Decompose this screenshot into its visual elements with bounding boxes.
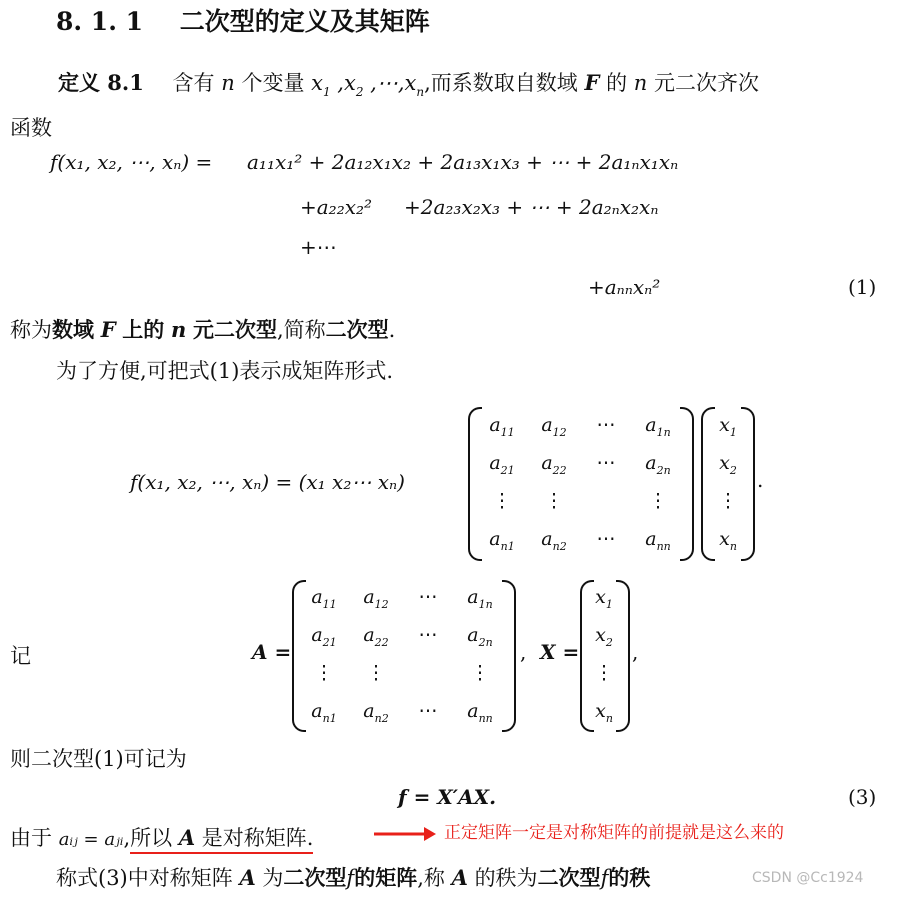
entry-xn: $x_n$: [595, 700, 613, 725]
entry-hdots: ⋯: [418, 700, 438, 722]
entry-hdots: ⋯: [596, 414, 616, 436]
text: 所以: [130, 826, 173, 850]
entry-a2n: $a_{2n}$: [645, 452, 671, 477]
definition-label: 定义 8.1: [58, 70, 144, 95]
entry-a22: $a_{22}$: [363, 624, 389, 649]
text: ,称: [417, 866, 445, 890]
text: 的秩为: [474, 866, 538, 890]
entry-vdots: ⋮: [648, 490, 668, 512]
eq4-number: (3): [848, 785, 877, 809]
entry-vdots: ⋮: [314, 662, 334, 684]
var-f: f: [346, 866, 355, 890]
text: ,: [123, 826, 131, 850]
entry-x2: $x_2$: [719, 452, 737, 477]
eq1-row2a: +a₂₂x₂²: [300, 195, 373, 219]
entry-ann: $a_{nn}$: [467, 700, 493, 725]
annotation-arrow-icon: [372, 823, 438, 845]
term-matrix: 的矩阵: [354, 865, 418, 890]
entry-a1n: $a_{1n}$: [645, 414, 671, 439]
term-quadratic-form: 二次型: [283, 865, 347, 890]
definition-continued: 函数: [10, 116, 52, 140]
watermark: CSDN @Cc1924: [752, 870, 864, 886]
entry-vdots: ⋮: [718, 490, 738, 512]
entry-ann: $a_{nn}$: [645, 528, 671, 553]
paragraph-rank: [56, 862, 650, 892]
denote-label: 记: [10, 644, 31, 668]
text: 上的: [122, 317, 165, 342]
entry-vdots: ⋮: [492, 490, 512, 512]
eq4-matrix-form: f = X′AX.: [398, 785, 497, 809]
section-title: 二次型的定义及其矩阵: [179, 7, 430, 36]
term-n-ary-form: 元二次型: [192, 317, 277, 342]
matrix-A: A: [178, 825, 196, 850]
eq3-trailing-comma: ,: [632, 640, 639, 664]
definition-text: 个变量: [241, 71, 305, 95]
matrix-A: A: [451, 865, 468, 890]
entry-a2n: $a_{2n}$: [467, 624, 493, 649]
eq1-row4: +aₙₙxₙ²: [588, 275, 661, 299]
eq2-period: .: [757, 468, 764, 492]
section-number: 8. 1. 1: [56, 7, 143, 36]
matrix-A: A: [239, 865, 256, 890]
eq2-coefficient-matrix: [476, 406, 684, 558]
entry-hdots: ⋯: [596, 528, 616, 550]
entry-an1: $a_{n1}$: [311, 700, 337, 725]
annotation-text: 正定矩阵一定是对称矩阵的前提就是这么来的: [444, 823, 784, 843]
entry-a11: $a_{11}$: [311, 586, 337, 611]
text: 称式(3)中对称矩阵: [56, 866, 233, 890]
eq1-row2b: +2a₂₃x₂x₃ + ⋯ + 2a₂ₙx₂xₙ: [404, 195, 659, 219]
symmetry-condition: aᵢⱼ = aⱼᵢ: [58, 829, 124, 850]
entry-vdots: ⋮: [544, 490, 564, 512]
var-n: n: [221, 71, 235, 95]
eq1-row3: +⋯: [300, 235, 337, 259]
entry-hdots: ⋯: [596, 452, 616, 474]
entry-x1: $x_1$: [595, 586, 613, 611]
entry-x2: $x_2$: [595, 624, 613, 649]
var-n: n: [633, 71, 648, 95]
eq1-number: (1): [848, 275, 877, 299]
entry-a21: $a_{21}$: [489, 452, 515, 477]
entry-an2: $a_{n2}$: [541, 528, 567, 553]
term-quadratic-form: 二次型: [537, 865, 601, 890]
entry-a22: $a_{22}$: [541, 452, 567, 477]
eq2-matrix-right-bracket: [680, 407, 694, 561]
eq3-comma: ,: [520, 640, 527, 664]
text: 由于: [10, 826, 52, 850]
definition-line: [58, 67, 759, 97]
eq1-lhs: f(x₁, x₂, ⋯, xₙ) =: [50, 150, 213, 174]
text: .: [388, 318, 396, 342]
eq3-matrix-A: [298, 578, 506, 730]
entry-a21: $a_{21}$: [311, 624, 337, 649]
text: 为: [262, 866, 284, 890]
field-F: F: [100, 317, 116, 342]
entry-hdots: ⋯: [418, 624, 438, 646]
var-f: f: [600, 866, 609, 890]
term-quadratic-form: 二次型: [325, 317, 389, 342]
entry-a12: $a_{12}$: [541, 414, 567, 439]
section-heading: [56, 2, 430, 38]
entry-xn: $x_n$: [719, 528, 737, 553]
paragraph-matrix-form: 为了方便,可把式(1)表示成矩阵形式.: [56, 359, 394, 383]
definition-text: 的: [606, 71, 628, 95]
entry-an1: $a_{n1}$: [489, 528, 515, 553]
definition-text: 元二次齐次: [653, 71, 759, 95]
paragraph-symmetric: [10, 822, 313, 852]
entry-hdots: ⋯: [418, 586, 438, 608]
field-F: F: [584, 70, 600, 95]
eq3-A-right-bracket: [502, 580, 516, 732]
definition-text: 含有: [172, 71, 215, 95]
entry-vdots: ⋮: [594, 662, 614, 684]
entry-vdots: ⋮: [366, 662, 386, 684]
term-rank: 的秩: [608, 865, 651, 890]
eq2-lhs: f(x₁, x₂, ⋯, xₙ) = (x₁ x₂⋯ xₙ): [130, 470, 405, 494]
var-n: n: [170, 317, 187, 342]
term-field: 数域: [52, 317, 94, 342]
entry-a12: $a_{12}$: [363, 586, 389, 611]
underlined-conclusion: [130, 826, 313, 854]
paragraph-denoted-as: 则二次型(1)可记为: [10, 747, 187, 771]
entry-a1n: $a_{1n}$: [467, 586, 493, 611]
entry-vdots: ⋮: [470, 662, 490, 684]
text: 是对称矩阵.: [201, 826, 314, 850]
entry-an2: $a_{n2}$: [363, 700, 389, 725]
eq1-row1: a₁₁x₁² + 2a₁₂x₁x₂ + 2a₁₃x₁x₃ + ⋯ + 2a₁ₙx₁xₙ: [247, 150, 679, 174]
paragraph-quadratic-form: [10, 314, 395, 344]
eq2-vector-right-bracket: [741, 407, 755, 561]
eq3-X-right-bracket: [616, 580, 630, 732]
definition-text: ,而系数取自数域: [424, 71, 578, 95]
text: ,简称: [276, 318, 326, 342]
entry-a11: $a_{11}$: [489, 414, 515, 439]
eq3-X-label: X =: [540, 640, 580, 664]
eq3-A-label: A =: [252, 640, 292, 664]
text: 称为: [10, 318, 52, 342]
entry-x1: $x_1$: [719, 414, 737, 439]
variables-list: $x_1$ $,x_2$ $,\cdots,x_n$: [311, 71, 425, 99]
